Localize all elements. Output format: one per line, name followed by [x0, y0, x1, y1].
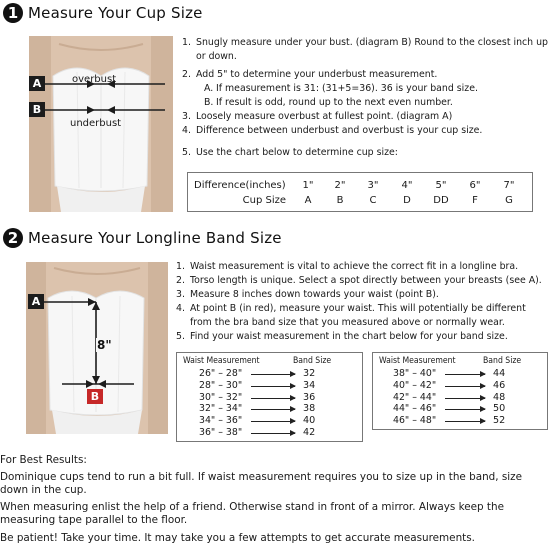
marker-b: B [29, 102, 45, 117]
arrow-icon [251, 386, 295, 387]
tip-paragraph: Dominique cups tend to run a bit full. If waist measurement requires you to size up in the band, size down in the cup. [0, 471, 523, 496]
tip-paragraph: When measuring enlist the help of a friend. Otherwise stand in front of a mirror. Always keep the measuring tape parallel to the floor. [0, 501, 504, 526]
cup-step: 1. Snugly measure under your bust. (diagram B) Round to the closest inch up or down. [182, 37, 548, 62]
band-step: 2. Torso length is unique. Select a spot directly between your breasts (see A). [176, 275, 542, 286]
arrow-icon [445, 421, 485, 422]
section-2-title: Measure Your Longline Band Size [28, 229, 282, 247]
cup-substep: B. If result is odd, round up to the next even number. [204, 97, 453, 108]
waist-range: 34" – 36" [199, 415, 243, 427]
band-size-value: 32 [303, 368, 316, 379]
diff-cell: 7" [503, 180, 515, 191]
cup-cell: B [336, 195, 344, 206]
waist-header: Waist Measurement [379, 356, 456, 366]
arrow-icon [251, 398, 295, 399]
band-chart-row [393, 368, 543, 380]
cup-substep: A. If measurement is 31: (31+5=36). 36 is your band size. [204, 83, 478, 94]
band-size-value: 40 [303, 415, 316, 427]
cup-size-chart [187, 172, 533, 212]
diff-cell: 1" [302, 180, 314, 191]
overbust-label: overbust [72, 74, 117, 85]
arrow-icon [445, 374, 485, 375]
diff-cell: 3" [367, 180, 379, 191]
band-step: 3. Measure 8 inches down towards your waist (point B). [176, 289, 439, 300]
band-chart-row [199, 415, 359, 427]
tips-heading: For Best Results: [0, 454, 87, 466]
waist-range: 26" – 28" [199, 368, 243, 379]
band-chart-row [199, 368, 359, 380]
band-step: 1. Waist measurement is vital to achieve the correct fit in a longline bra. [176, 261, 519, 272]
band-chart-left [176, 352, 363, 442]
waist-range: 46" – 48" [393, 415, 437, 427]
band-step: 4. At point B (in red), measure your waist. This will potentially be different from the bra band size that you measured above or normally wear. [176, 303, 526, 328]
underbust-label: underbust [70, 118, 122, 129]
diff-cell: 4" [401, 180, 413, 191]
waist-range: 28" – 30" [199, 379, 243, 391]
waist-range: 32" – 34" [199, 403, 243, 415]
waist-header: Waist Measurement [183, 356, 260, 366]
cup-row-label: Cup Size [242, 195, 286, 206]
band-size-value: 38 [303, 403, 316, 415]
waist-range: 40" – 42" [393, 379, 437, 391]
band-steps-list [176, 260, 548, 344]
cup-cell: F [472, 195, 478, 206]
arrow-icon [251, 433, 295, 434]
band-chart-row [199, 427, 359, 439]
band-size-value: 50 [493, 403, 506, 415]
best-results-section [0, 454, 548, 545]
band-size-value: 52 [493, 415, 506, 427]
waist-range: 38" – 40" [393, 368, 437, 379]
arrow-icon [445, 398, 485, 399]
band-size-value: 34 [303, 379, 316, 391]
eight-inch-label: 8" [97, 338, 112, 352]
waist-range: 30" – 32" [199, 391, 243, 403]
band-chart-row [393, 415, 543, 427]
marker-a: A [29, 76, 45, 91]
cup-cell: DD [433, 195, 449, 206]
band-chart-row [199, 380, 359, 392]
cup-step: 3. Loosely measure overbust at fullest point. (diagram A) [182, 111, 453, 122]
cup-steps-list [182, 36, 548, 160]
band-chart-right [372, 352, 548, 430]
section-1-title: Measure Your Cup Size [28, 4, 203, 22]
cup-cell: A [304, 195, 312, 206]
band-header: Band Size [483, 356, 522, 366]
band-size-value: 46 [493, 379, 506, 391]
marker-b-red: B [87, 389, 103, 404]
arrow-icon [445, 409, 485, 410]
arrow-icon [251, 374, 295, 375]
band-chart-row [393, 403, 543, 415]
band-chart-row [393, 392, 543, 404]
arrow-icon [251, 409, 295, 410]
difference-row-label: Difference(inches) [194, 180, 286, 191]
diff-cell: 6" [469, 180, 481, 191]
band-size-value: 44 [493, 368, 506, 379]
band-chart-row [199, 392, 359, 404]
band-size-value: 42 [303, 427, 316, 438]
band-header: Band Size [293, 356, 332, 366]
arrow-icon [445, 386, 485, 387]
band-size-value: 36 [303, 391, 316, 403]
band-chart-row [199, 403, 359, 415]
waist-range: 42" – 44" [393, 391, 437, 403]
cup-cell: G [505, 195, 513, 206]
cup-cell: D [403, 195, 411, 206]
step-1-badge: 1 [3, 3, 23, 23]
cup-cell: C [369, 195, 377, 206]
diff-cell: 2" [334, 180, 346, 191]
band-chart-row [393, 380, 543, 392]
diff-cell: 5" [435, 180, 447, 191]
arrow-icon [251, 421, 295, 422]
band-step: 5. Find your waist measurement in the chart below for your band size. [176, 331, 508, 342]
waist-range: 44" – 46" [393, 403, 437, 415]
tip-paragraph: Be patient! Take your time. It may take you a few attempts to get accurate measurements. [0, 532, 475, 544]
waist-range: 36" – 38" [199, 427, 243, 438]
step-2-badge: 2 [3, 228, 23, 248]
cup-step: 4. Difference between underbust and overbust is your cup size. [182, 125, 483, 136]
marker-a-top: A [28, 294, 44, 309]
cup-step: 5. Use the chart below to determine cup size: [182, 147, 398, 158]
band-size-value: 48 [493, 391, 506, 403]
cup-step: 2. Add 5" to determine your underbust measurement. [182, 69, 438, 80]
